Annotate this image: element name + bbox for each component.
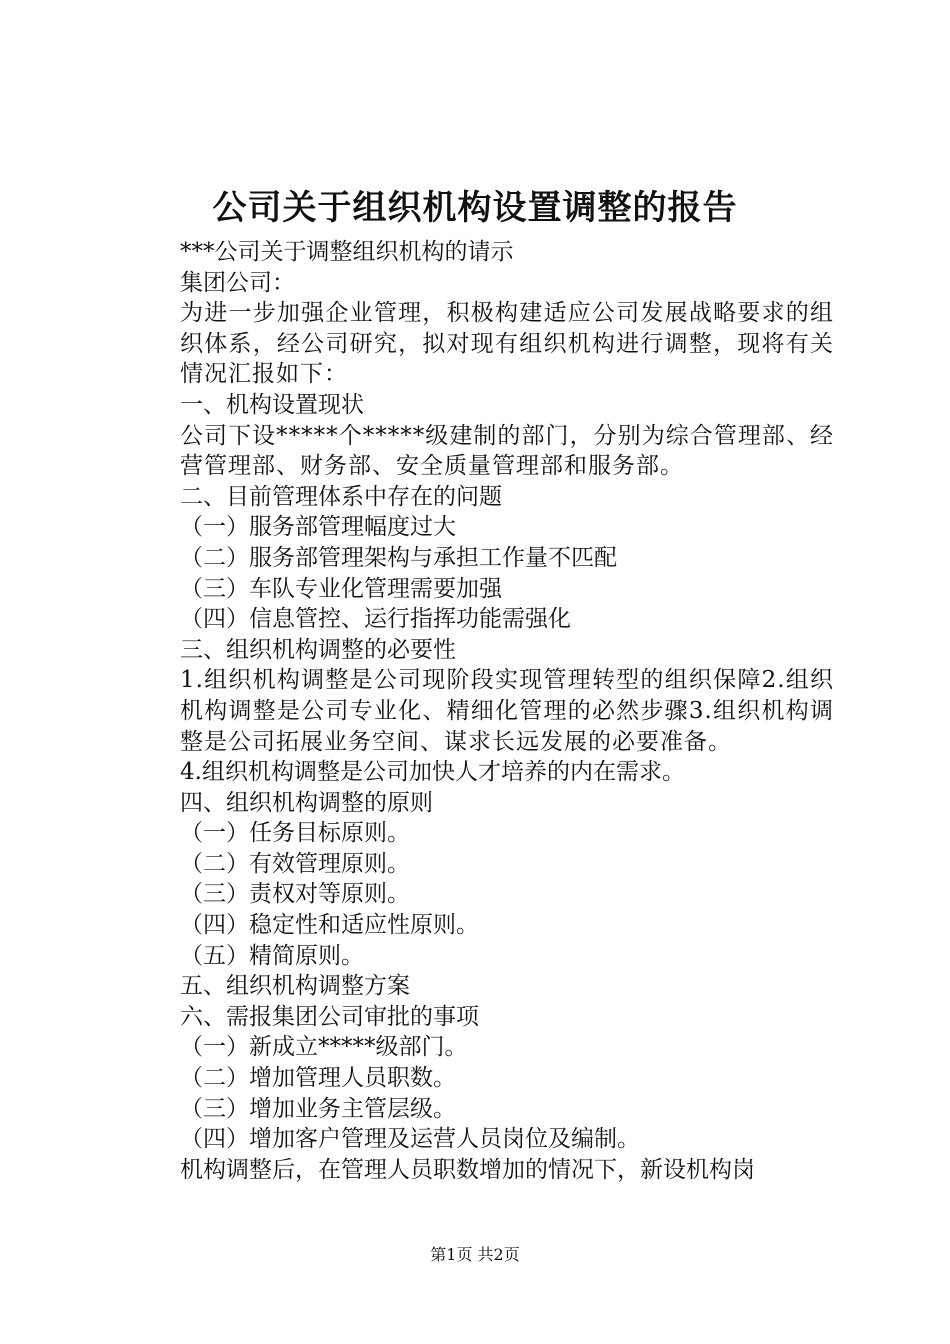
- addressee: 集团公司：: [180, 269, 295, 296]
- principle-item-3: （三）责权对等原则。: [180, 881, 410, 908]
- necessity-paragraph: 1.组织机构调整是公司现阶段实现管理转型的组织保障2.组织机构调整是公司专业化、精细化管理的必然步骤3.组织机构调整是公司拓展业务空间、谋求长远发展的必要准备。: [180, 667, 834, 755]
- document-body: [128, 237, 834, 1185]
- problem-item-3: （三）车队专业化管理需要加强: [180, 575, 502, 602]
- document-title: 公司关于组织机构设置调整的报告: [212, 188, 738, 228]
- section-heading-6: 六、需报集团公司审批的事项: [180, 1003, 479, 1030]
- closing-paragraph: 机构调整后，在管理人员职数增加的情况下，新设机构岗: [180, 1156, 755, 1183]
- principle-item-1: （一）任务目标原则。: [180, 820, 410, 847]
- intro-paragraph: 为进一步加强企业管理，积极构建适应公司发展战略要求的组织体系，经公司研究，拟对现有组织机构进行调整，现将有关情况汇报如下：: [180, 300, 834, 388]
- problem-item-4: （四）信息管控、运行指挥功能需强化: [180, 606, 571, 633]
- principle-item-2: （二）有效管理原则。: [180, 850, 410, 877]
- section-heading-5: 五、组织机构调整方案: [180, 973, 410, 1000]
- necessity-item-4: 4.组织机构调整是公司加快人才培养的内在需求。: [180, 759, 685, 786]
- section-heading-4: 四、组织机构调整的原则: [180, 789, 433, 816]
- approval-item-4: （四）增加客户管理及运营人员岗位及编制。: [180, 1126, 640, 1153]
- approval-item-1: （一）新成立*****级部门。: [180, 1034, 468, 1061]
- approval-item-2: （二）增加管理人员职数。: [180, 1065, 456, 1092]
- approval-item-3: （三）增加业务主管层级。: [180, 1095, 456, 1122]
- section-heading-3: 三、组织机构调整的必要性: [180, 636, 456, 663]
- problem-item-2: （二）服务部管理架构与承担工作量不匹配: [180, 544, 617, 571]
- problem-item-1: （一）服务部管理幅度过大: [180, 514, 456, 541]
- principle-item-4: （四）稳定性和适应性原则。: [180, 912, 479, 939]
- principle-item-5: （五）精简原则。: [180, 942, 364, 969]
- request-heading: ***公司关于调整组织机构的请示: [180, 239, 514, 265]
- current-structure-paragraph: 公司下设*****个*****级建制的部门，分别为综合管理部、经营管理部、财务部、安全质量管理部和服务部。: [180, 422, 834, 480]
- section-heading-1: 一、机构设置现状: [180, 391, 364, 418]
- page-number-footer: 第1页 共2页: [430, 1245, 520, 1264]
- section-heading-2: 二、目前管理体系中存在的问题: [180, 483, 502, 510]
